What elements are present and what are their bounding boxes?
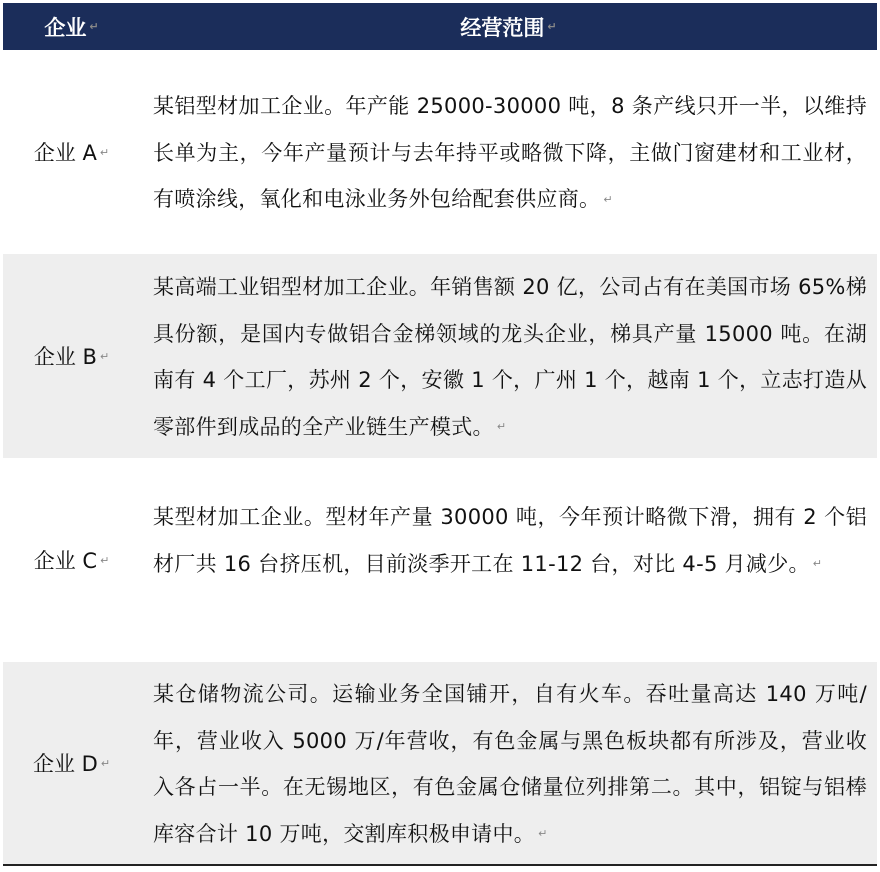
- company-name: [3, 254, 140, 458]
- table-header: [3, 3, 877, 50]
- header-scope: [140, 3, 877, 50]
- header-company-label: 企业: [44, 15, 87, 40]
- business-scope: [153, 671, 867, 858]
- company-name-text: 企业 D: [32, 752, 98, 776]
- paragraph-mark-icon: ↵: [100, 553, 110, 567]
- company-name: [3, 458, 140, 662]
- business-scope: [153, 83, 867, 223]
- paragraph-mark-icon: ↵: [99, 145, 110, 159]
- company-name: [3, 50, 140, 254]
- table-row: [3, 50, 877, 254]
- company-name: [3, 662, 140, 864]
- header-company: [3, 3, 140, 50]
- table-row: [3, 662, 877, 864]
- business-scope-text: 某高端工业铝型材加工企业。年销售额 20 亿，公司占有在美国市场 65%梯具份额，是国内专做铝合金梯领域的龙头企业，梯具产量 15000 吨。在湖南有 4 个工厂，苏州 2 个，安徽 1 个，广州 1 个，越南 1 个，立志打造从零部件到成品的全产业链生产模式。: [153, 275, 867, 439]
- paragraph-mark-icon: ↵: [496, 420, 507, 434]
- business-scope: [153, 494, 867, 588]
- paragraph-mark-icon: ↵: [99, 349, 110, 363]
- company-name-text: 企业 A: [33, 141, 97, 165]
- company-name-text: 企业 B: [33, 345, 97, 369]
- business-scope-text: 某仓储物流公司。运输业务全国铺开，自有火车。吞吐量高达 140 万吨/年，营业收入 5000 万/年营收，有色金属与黑色板块都有所涉及，营业收入各占一半。在无锡地区，有色金属仓储量位列排第二。其中，铝锭与铝棒库容合计 10 万吨，交割库积极申请中。: [153, 682, 867, 846]
- paragraph-mark-icon: ↵: [538, 827, 548, 841]
- table-bottom-border: [3, 864, 877, 866]
- header-scope-label: 经营范围: [460, 15, 545, 40]
- table-row: [3, 458, 877, 662]
- paragraph-mark-icon: ↵: [812, 557, 823, 571]
- business-scope: [153, 264, 867, 451]
- paragraph-mark-icon: ↵: [547, 20, 557, 33]
- business-scope-text: 某型材加工企业。型材年产量 30000 吨，今年预计略微下滑，拥有 2 个铝材厂共 16 台挤压机，目前淡季开工在 11-12 台，对比 4-5 月减少。: [153, 505, 867, 576]
- paragraph-mark-icon: ↵: [100, 756, 111, 770]
- company-name-text: 企业 C: [33, 549, 98, 573]
- paragraph-mark-icon: ↵: [89, 20, 99, 33]
- table-row: [3, 254, 877, 458]
- business-scope-text: 某铝型材加工企业。年产能 25000-30000 吨，8 条产线只开一半，以维持长单为主，今年产量预计与去年持平或略微下降，主做门窗建材和工业材，有喷涂线，氧化和电泳业务外包给配套供应商。: [153, 94, 867, 211]
- paragraph-mark-icon: ↵: [603, 192, 613, 206]
